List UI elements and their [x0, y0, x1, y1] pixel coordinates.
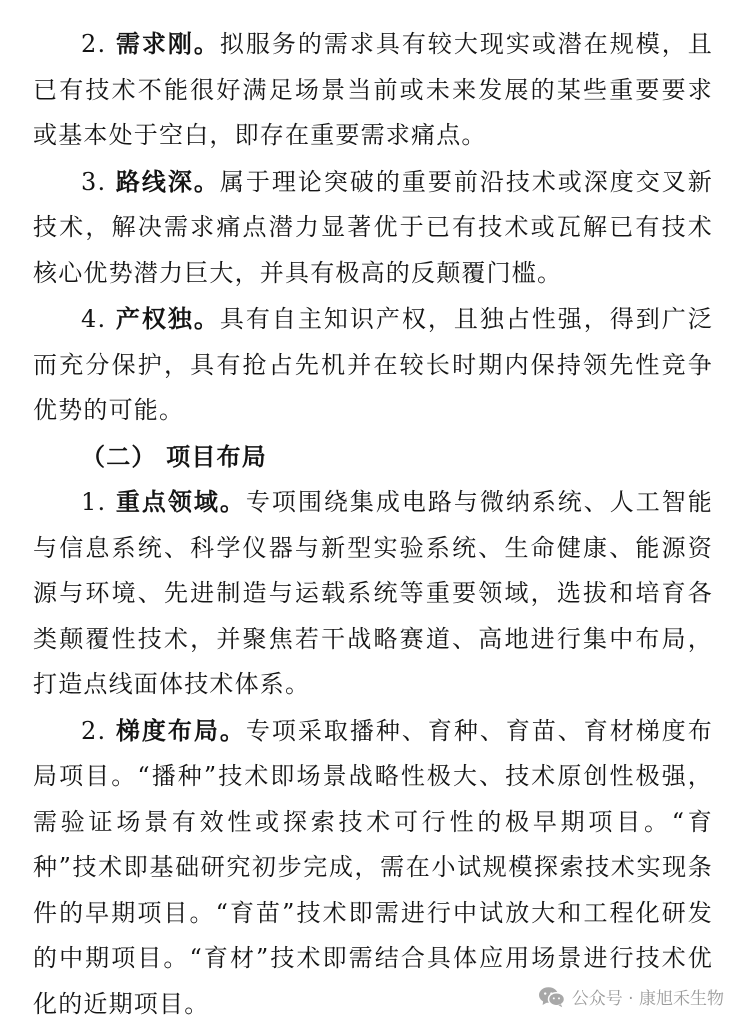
wechat-icon	[538, 986, 566, 1008]
item-lead: 需求刚。	[116, 30, 220, 58]
item-number: 2.	[81, 717, 116, 745]
item-text: 拟服务的需求具有较大现实或潜在规模，且已有技术不能很好满足场景当前或未来发展的某些重要要求或基本处于空白，即存在重要需求痛点。	[33, 30, 713, 149]
paragraph-ip	[33, 297, 713, 434]
paragraph-key-areas	[33, 480, 713, 708]
item-number: 4.	[81, 305, 116, 333]
paragraph-demand	[33, 22, 713, 159]
paragraph-gradient-layout	[33, 709, 713, 1027]
item-number: 1.	[81, 488, 116, 516]
watermark-text: 公众号 · 康旭禾生物	[572, 984, 724, 1009]
section-heading: （二） 项目布局	[33, 435, 713, 481]
item-text: 专项采取播种、育种、育苗、育材梯度布局项目。“播种”技术即场景战略性极大、技术原创性极强，需验证场景有效性或探索技术可行性的极早期项目。“育种”技术即基础研究初步完成，需在小试规模探索技术实现条件的早期项目。“育苗”技术即需进行中试放大和工程化研发的中期项目。“育材”技术即需结合具体应用场景进行技术优化的近期项目。	[33, 717, 713, 1018]
item-text: 属于理论突破的重要前沿技术或深度交叉新技术，解决需求痛点潜力显著优于已有技术或瓦解已有技术核心优势潜力巨大，并具有极高的反颠覆门槛。	[33, 168, 713, 287]
item-text: 具有自主知识产权，且独占性强，得到广泛而充分保护，具有抢占先机并在较长时期内保持领先性竞争优势的可能。	[33, 305, 713, 424]
document-body	[33, 22, 713, 1027]
item-lead: 梯度布局。	[116, 717, 246, 745]
item-number: 3.	[81, 168, 116, 196]
paragraph-route	[33, 160, 713, 297]
watermark	[538, 984, 724, 1009]
item-lead: 产权独。	[116, 305, 220, 333]
item-lead: 路线深。	[116, 168, 220, 196]
item-text: 专项围绕集成电路与微纳系统、人工智能与信息系统、科学仪器与新型实验系统、生命健康、能源资源与环境、先进制造与运载系统等重要领域，选拔和培育各类颠覆性技术，并聚焦若干战略赛道、高地进行集中布局，打造点线面体技术体系。	[33, 488, 713, 698]
item-lead: 重点领域。	[116, 488, 246, 516]
item-number: 2.	[81, 30, 116, 58]
